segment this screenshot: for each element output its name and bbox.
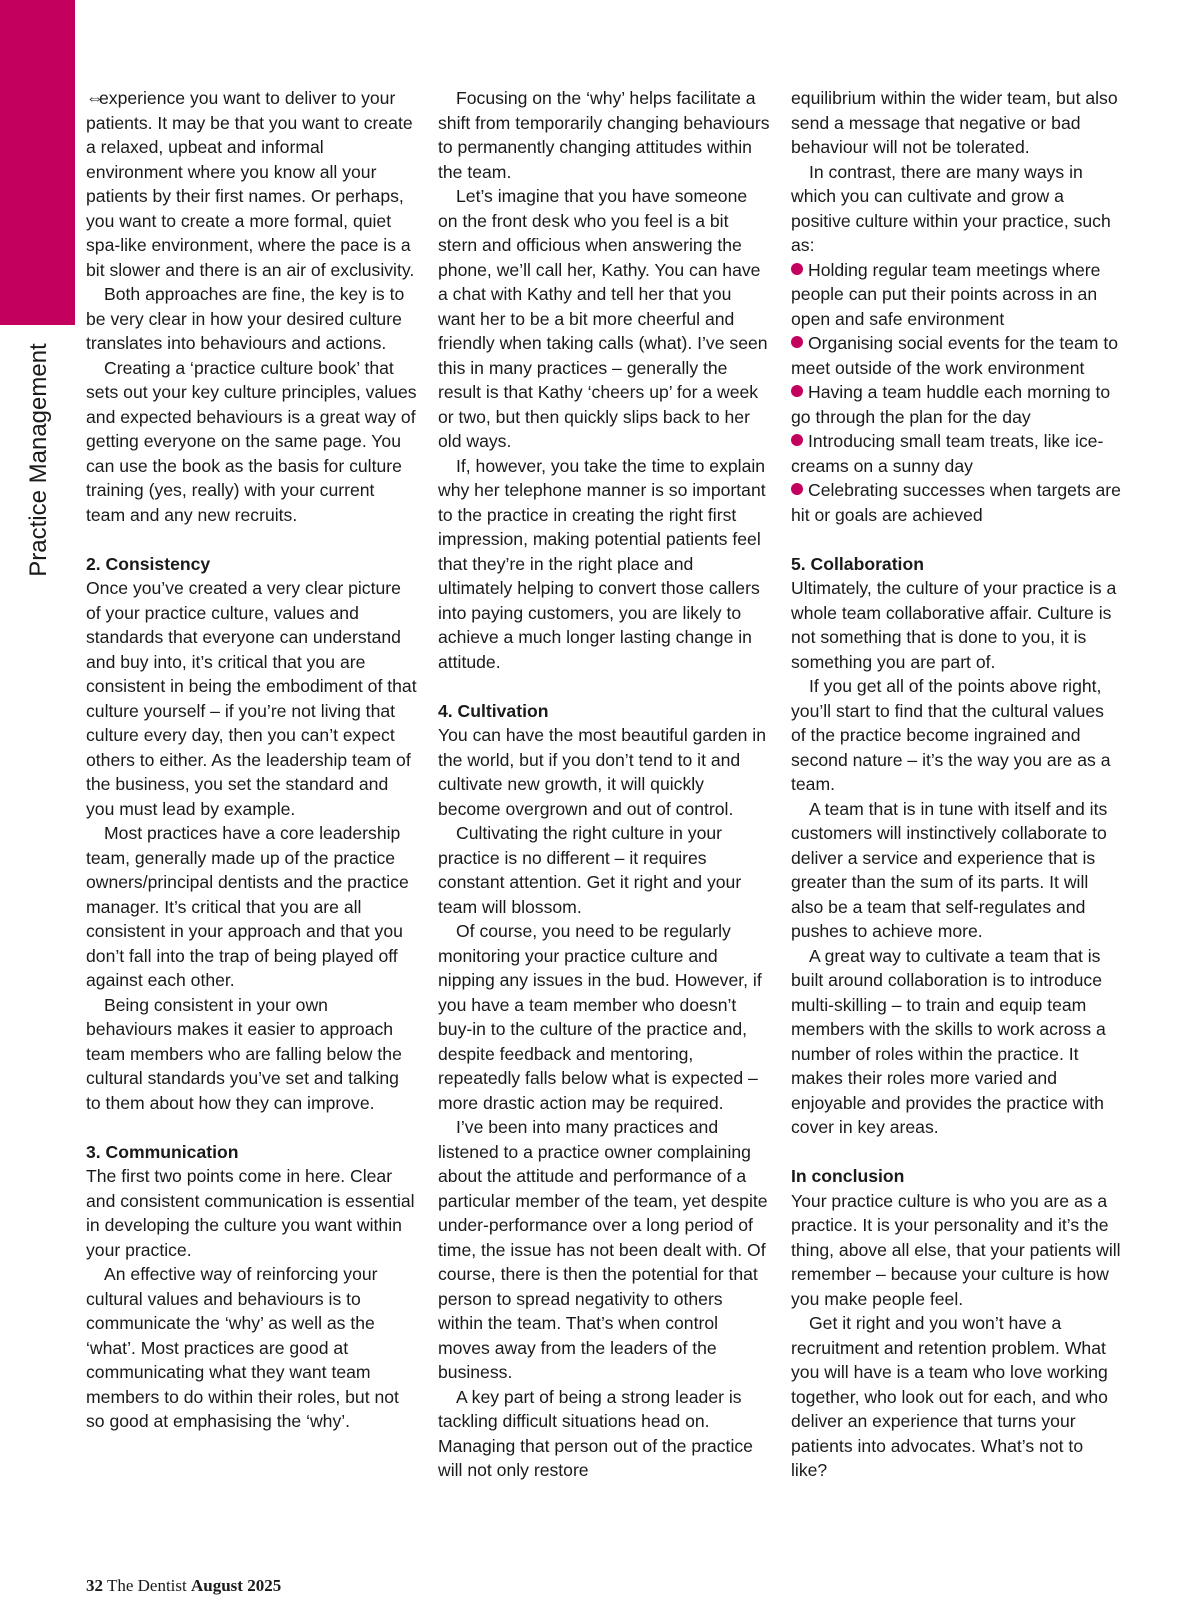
paragraph: A key part of being a strong leader is tackling difficult situations head on. Managing that person out of the practice will not only restore <box>438 1386 753 1480</box>
paragraph-text: experience you want to deliver to your patients. It may be that you want to create a relaxed, upbeat and informal environment where you know all your patients by their first names. Or perhaps, you want to create a more formal, quiet spa-like environment, where the pace is a bit slower and there is an air of exclusivity. <box>86 88 415 280</box>
bullet-item <box>791 380 1123 429</box>
bullet-text: Celebrating successes when targets are hit or goals are achieved <box>791 480 1121 525</box>
paragraph: Both approaches are fine, the key is to be very clear in how your desired culture translates into behaviours and actions. <box>86 284 405 353</box>
section-heading-collaboration: 5. Collaboration <box>791 553 924 574</box>
bullet-dot-icon <box>791 385 803 397</box>
paragraph: Ultimately, the culture of your practice is a whole team collaborative affair. Culture is not something that is done to you, it is something you are part of. <box>791 578 1117 672</box>
bullet-text: Introducing small team treats, like ice-creams on a sunny day <box>791 431 1104 476</box>
paragraph: Focusing on the ‘why’ helps facilitate a shift from temporarily changing behaviours to permanently changing attitudes within the team. <box>438 88 770 182</box>
bullet-item <box>791 258 1123 332</box>
paragraph: Being consistent in your own behaviours makes it easier to approach team members who are falling below the cultural standards you’ve set and talking to them about how they can improve. <box>86 994 402 1113</box>
section-color-bar <box>0 0 75 325</box>
page-footer <box>86 1576 281 1596</box>
bullet-item <box>791 429 1123 478</box>
paragraph: Of course, you need to be regularly monitoring your practice culture and nipping any issues in the bud. However, if you have a team member who doesn’t buy-in to the culture of the practice and, despite feedback and mentoring, repeatedly falls below what is expected – more drastic action may be required. <box>438 921 762 1113</box>
section-label: Practice Management <box>25 343 52 577</box>
paragraph: Cultivating the right culture in your practice is no different – it requires constant attention. Get it right and your team will blossom. <box>438 823 742 917</box>
paragraph: Let’s imagine that you have someone on the front desk who you feel is a bit stern and officious when answering the phone, we’ll call her, Kathy. You can have a chat with Kathy and tell her that you want her to be a bit more cheerful and friendly when taking calls (what). I’ve seen this in many practices – generally the result is that Kathy ‘cheers up’ for a week or two, but then quickly slips back to her old ways. <box>438 186 768 451</box>
bullet-dot-icon <box>791 434 803 446</box>
paragraph: equilibrium within the wider team, but also send a message that negative or bad behaviour will not be tolerated. <box>791 88 1118 157</box>
section-heading-cultivation: 4. Cultivation <box>438 700 549 721</box>
publication-name: The Dentist <box>106 1576 187 1595</box>
paragraph: Once you’ve created a very clear picture of your practice culture, values and standards that everyone can understand and buy into, it’s critical that you are consistent in being the embodiment of that culture yourself – if you’re not living that culture every day, then you can’t expect others to either. As the leadership team of the business, you set the standard and you must lead by example. <box>86 578 417 819</box>
issue-date: August 2025 <box>191 1576 282 1595</box>
article-column-1 <box>86 86 418 1434</box>
paragraph: You can have the most beautiful garden in the world, but if you don’t tend to it and cultivate new growth, it will quickly become overgrown and out of control. <box>438 725 767 819</box>
article-column-2 <box>438 86 770 1483</box>
section-heading-consistency: 2. Consistency <box>86 553 211 574</box>
bullet-text: Having a team huddle each morning to go through the plan for the day <box>791 382 1111 427</box>
bullet-text: Holding regular team meetings where people can put their points across in an open and safe environment <box>791 259 1101 329</box>
section-heading-conclusion: In conclusion <box>791 1166 905 1186</box>
bullet-text: Organising social events for the team to meet outside of the work environment <box>791 333 1119 378</box>
bullet-dot-icon <box>791 336 803 348</box>
paragraph <box>86 86 418 282</box>
paragraph: A team that is in tune with itself and its customers will instinctively collaborate to deliver a service and experience that is greater than the sum of its parts. It will also be a team that self-regulates and pushes to achieve more. <box>791 798 1108 941</box>
bullet-item <box>791 478 1123 527</box>
paragraph: If, however, you take the time to explain why her telephone manner is so important to the practice in creating the right first impression, making potential patients feel that they’re in the right place and ultimately helping to convert those callers into paying customers, you are likely to achieve a much longer lasting change in attitude. <box>438 455 766 672</box>
paragraph: A great way to cultivate a team that is built around collaboration is to introduce multi-skilling – to train and equip team members with the skills to work across a number of roles within the practice. It makes their roles more varied and enjoyable and provides the practice with cover in key areas. <box>791 945 1106 1137</box>
paragraph: Creating a ‘practice culture book’ that sets out your key culture principles, values and expected behaviours is a great way of getting everyone on the same page. You can use the book as the basis for culture training (yes, really) with your current team and any new recruits. <box>86 357 417 525</box>
paragraph: In contrast, there are many ways in which you can cultivate and grow a positive culture within your practice, such as: <box>791 161 1111 255</box>
paragraph: Get it right and you won’t have a recruitment and retention problem. What you will have is a team who love working together, who look out for each, and who deliver an experience that turns your patients into advocates. What’s not to like? <box>791 1313 1108 1480</box>
bullet-dot-icon <box>791 263 803 275</box>
section-heading-communication: 3. Communication <box>86 1141 239 1162</box>
paragraph: An effective way of reinforcing your cultural values and behaviours is to communicate the ‘why’ as well as the ‘what’. Most practices are good at communicating what they want team members to do within their roles, but not so good at emphasising the ‘why’. <box>86 1264 399 1431</box>
bullet-dot-icon <box>791 483 803 495</box>
bullet-item <box>791 331 1123 380</box>
page-number: 32 <box>86 1576 103 1595</box>
paragraph: Your practice culture is who you are as a practice. It is your personality and it’s the thing, above all else, that your patients will remember – because your culture is how you make people feel. <box>791 1190 1121 1309</box>
paragraph: I’ve been into many practices and listened to a practice owner complaining about the attitude and performance of a particular member of the team, yet despite under-performance over a long period of time, the issue has not been dealt with. Of course, there is then the potential for that person to spread negativity to others within the team. That’s when control moves away from the leaders of the business. <box>438 1117 768 1382</box>
paragraph: The first two points come in here. Clear and consistent communication is essential in developing the culture you want within your practice. <box>86 1166 415 1260</box>
continued-arrow-icon: ⇔ <box>86 88 104 108</box>
paragraph: Most practices have a core leadership team, generally made up of the practice owners/principal dentists and the practice manager. It’s critical that you are all consistent in your approach and that you don’t fall into the trap of being played off against each other. <box>86 823 409 990</box>
paragraph: If you get all of the points above right, you’ll start to find that the cultural values of the practice become ingrained and second nature – it’s the way you are as a team. <box>791 676 1111 794</box>
article-column-3 <box>791 86 1123 1483</box>
